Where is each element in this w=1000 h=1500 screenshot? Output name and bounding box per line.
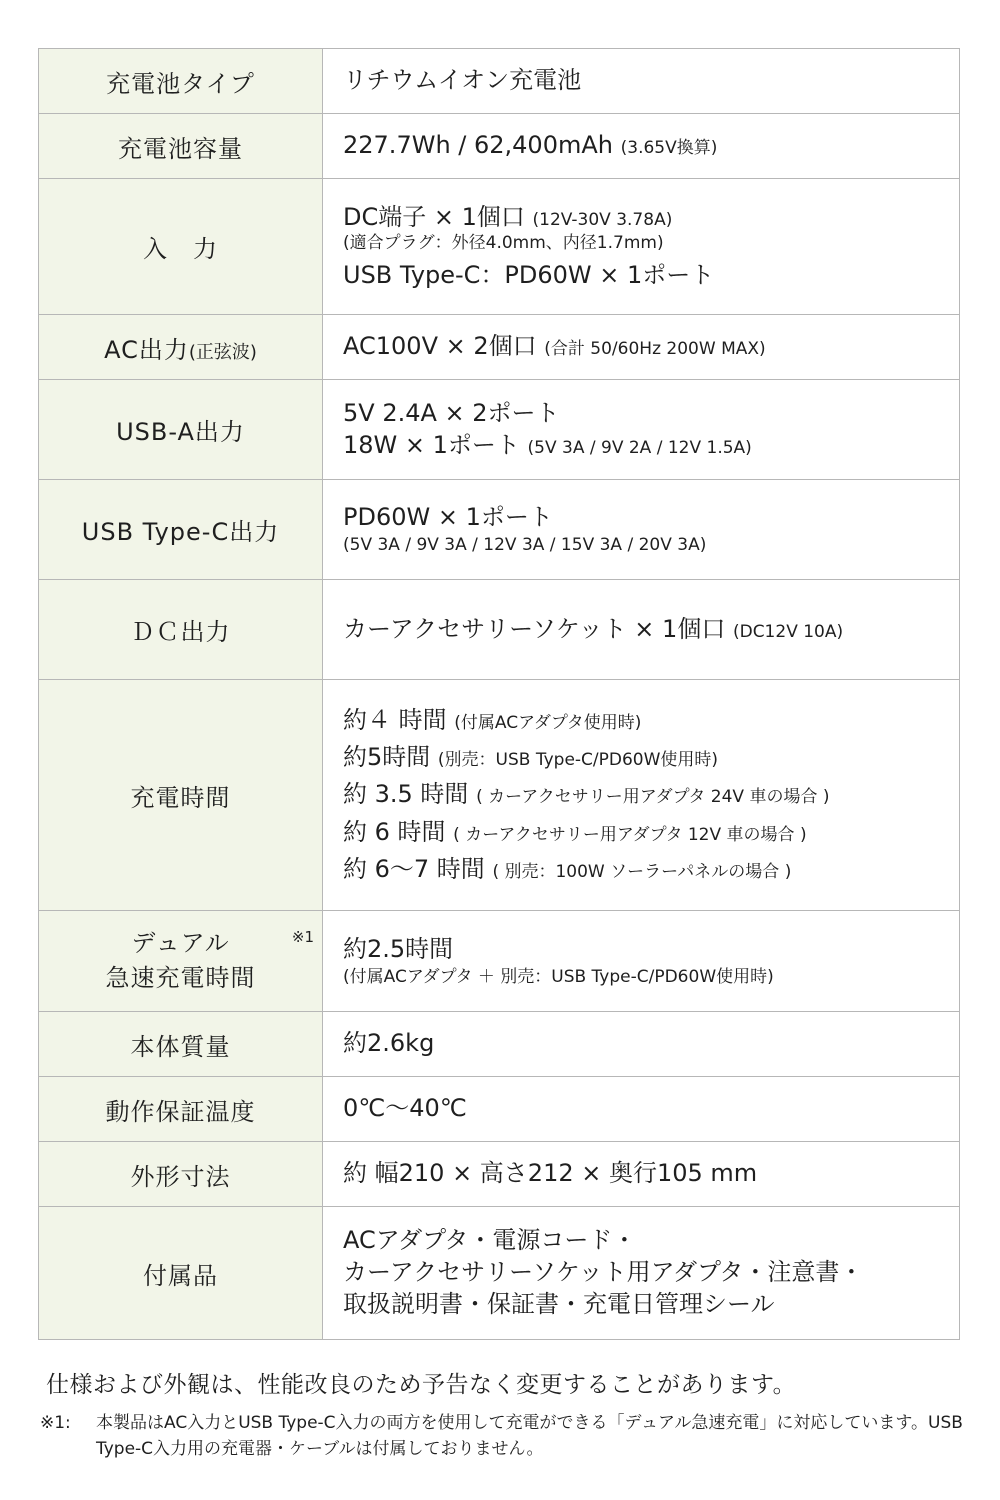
ac-output-main: AC100V × 2個口 [343, 332, 537, 361]
charge-time-5-main: 約 6～7 時間 [343, 854, 485, 883]
value-dc-output [323, 580, 960, 680]
dc-output-note: (DC12V 10A) [732, 621, 844, 642]
label-ac-output [39, 315, 323, 380]
footnote-text: 本製品はAC入力とUSB Type-C入力の両方を使用して充電ができる「デュアル急速充電」に対応しています。USB Type-C入力用の充電器・ケーブルは付属しておりません。 [96, 1413, 963, 1460]
ac-output-label-main: AC出力 [104, 335, 189, 364]
label-charge-time: 充電時間 [39, 680, 323, 911]
charge-time-5-note: ( 別売：100W ソーラーパネルの場合 ) [492, 861, 792, 882]
ac-output-note: (合計 50/60Hz 200W MAX) [544, 339, 766, 360]
accessories-line2: カーアクセサリーソケット用アダプタ・注意書・ [343, 1258, 864, 1287]
spec-row-operating-temp [39, 1077, 960, 1142]
spec-table [38, 48, 960, 1340]
charge-time-1-main: 約４ 時間 [343, 706, 447, 735]
label-dimensions: 外形寸法 [39, 1142, 323, 1207]
label-usbc-output: USB Type-C出力 [39, 480, 323, 580]
spec-change-notice: 仕様および外観は、性能改良のため予告なく変更することがあります。 [46, 1372, 797, 1398]
charge-time-4-main: 約 6 時間 [343, 817, 446, 846]
label-dc-output: ＤＣ出力 [39, 580, 323, 680]
dual-charge-label-line1: デュアル [131, 929, 230, 958]
value-usb-a-output [323, 380, 960, 480]
spec-row-dimensions [39, 1142, 960, 1207]
spec-row-usb-a-output [39, 380, 960, 480]
spec-row-battery-type [39, 49, 960, 114]
input-dc-spec: (12V-30V 3.78A) [532, 209, 673, 230]
label-battery-capacity: 充電池容量 [39, 114, 323, 179]
spec-row-charge-time [39, 680, 960, 911]
dual-charge-line2: (付属ACアダプタ ＋ 別売：USB Type-C/PD60W使用時) [343, 966, 774, 987]
dc-output-main: カーアクセサリーソケット × 1個口 [343, 614, 726, 643]
charge-time-3-note: ( カーアクセサリー用アダプタ 24V 車の場合 ) [476, 787, 830, 808]
spec-row-weight [39, 1012, 960, 1077]
value-input [323, 179, 960, 315]
label-dual-charge [39, 911, 323, 1012]
footnote-label: ※1: [40, 1413, 71, 1433]
charge-time-4-note: ( カーアクセサリー用アダプタ 12V 車の場合 ) [453, 824, 807, 845]
spec-row-usbc-output [39, 480, 960, 580]
spec-row-input [39, 179, 960, 315]
label-accessories: 付属品 [39, 1207, 323, 1340]
value-battery-type: リチウムイオン充電池 [323, 49, 960, 114]
input-dc-plug: (適合プラグ：外径4.0mm、内径1.7mm) [343, 233, 664, 254]
label-battery-type: 充電池タイプ [39, 49, 323, 114]
accessories-line1: ACアダプタ・電源コード・ [343, 1226, 637, 1255]
accessories-line3: 取扱説明書・保証書・充電日管理シール [343, 1289, 775, 1318]
value-accessories [323, 1207, 960, 1340]
label-input: 入 力 [39, 179, 323, 315]
value-dimensions: 約 幅210 × 高さ212 × 奥行105 mm [323, 1142, 960, 1207]
value-weight: 約2.6kg [323, 1012, 960, 1077]
usb-a-line1: 5V 2.4A × 2ポート [343, 398, 560, 427]
capacity-main: 227.7Wh / 62,400mAh [343, 131, 613, 160]
spec-row-battery-capacity [39, 114, 960, 179]
spec-row-accessories [39, 1207, 960, 1340]
ac-output-label-note: (正弦波) [188, 341, 257, 363]
spec-row-ac-output [39, 315, 960, 380]
charge-time-1-note: (付属ACアダプタ使用時) [454, 713, 642, 734]
spec-row-dual-charge [39, 911, 960, 1012]
charge-time-3-main: 約 3.5 時間 [343, 780, 469, 809]
label-weight: 本体質量 [39, 1012, 323, 1077]
value-ac-output [323, 315, 960, 380]
input-dc-main: DC端子 × 1個口 [343, 202, 525, 231]
footnote-mark: ※1 [291, 928, 314, 946]
usbc-line1: PD60W × 1ポート [343, 503, 553, 532]
charge-time-2-note: (別売：USB Type-C/PD60W使用時) [437, 750, 719, 771]
usb-a-line2-note: (5V 3A / 9V 2A / 12V 1.5A) [527, 437, 752, 458]
spec-row-dc-output [39, 580, 960, 680]
charge-time-2-main: 約5時間 [343, 743, 431, 772]
usbc-line2: (5V 3A / 9V 3A / 12V 3A / 15V 3A / 20V 3A) [343, 535, 707, 556]
dual-charge-label-line2: 急速充電時間 [105, 964, 256, 992]
value-battery-capacity [323, 114, 960, 179]
capacity-note: (3.65V換算) [620, 138, 718, 159]
input-usb: USB Type-C：PD60W × 1ポート [343, 260, 715, 289]
value-dual-charge [323, 911, 960, 1012]
usb-a-line2-main: 18W × 1ポート [343, 430, 520, 459]
value-operating-temp: 0℃～40℃ [323, 1077, 960, 1142]
label-operating-temp: 動作保証温度 [39, 1077, 323, 1142]
value-usbc-output [323, 480, 960, 580]
dual-charge-line1: 約2.5時間 [343, 934, 454, 963]
value-charge-time [323, 680, 960, 911]
label-usb-a-output: USB-A出力 [39, 380, 323, 480]
footnote [40, 1410, 965, 1463]
